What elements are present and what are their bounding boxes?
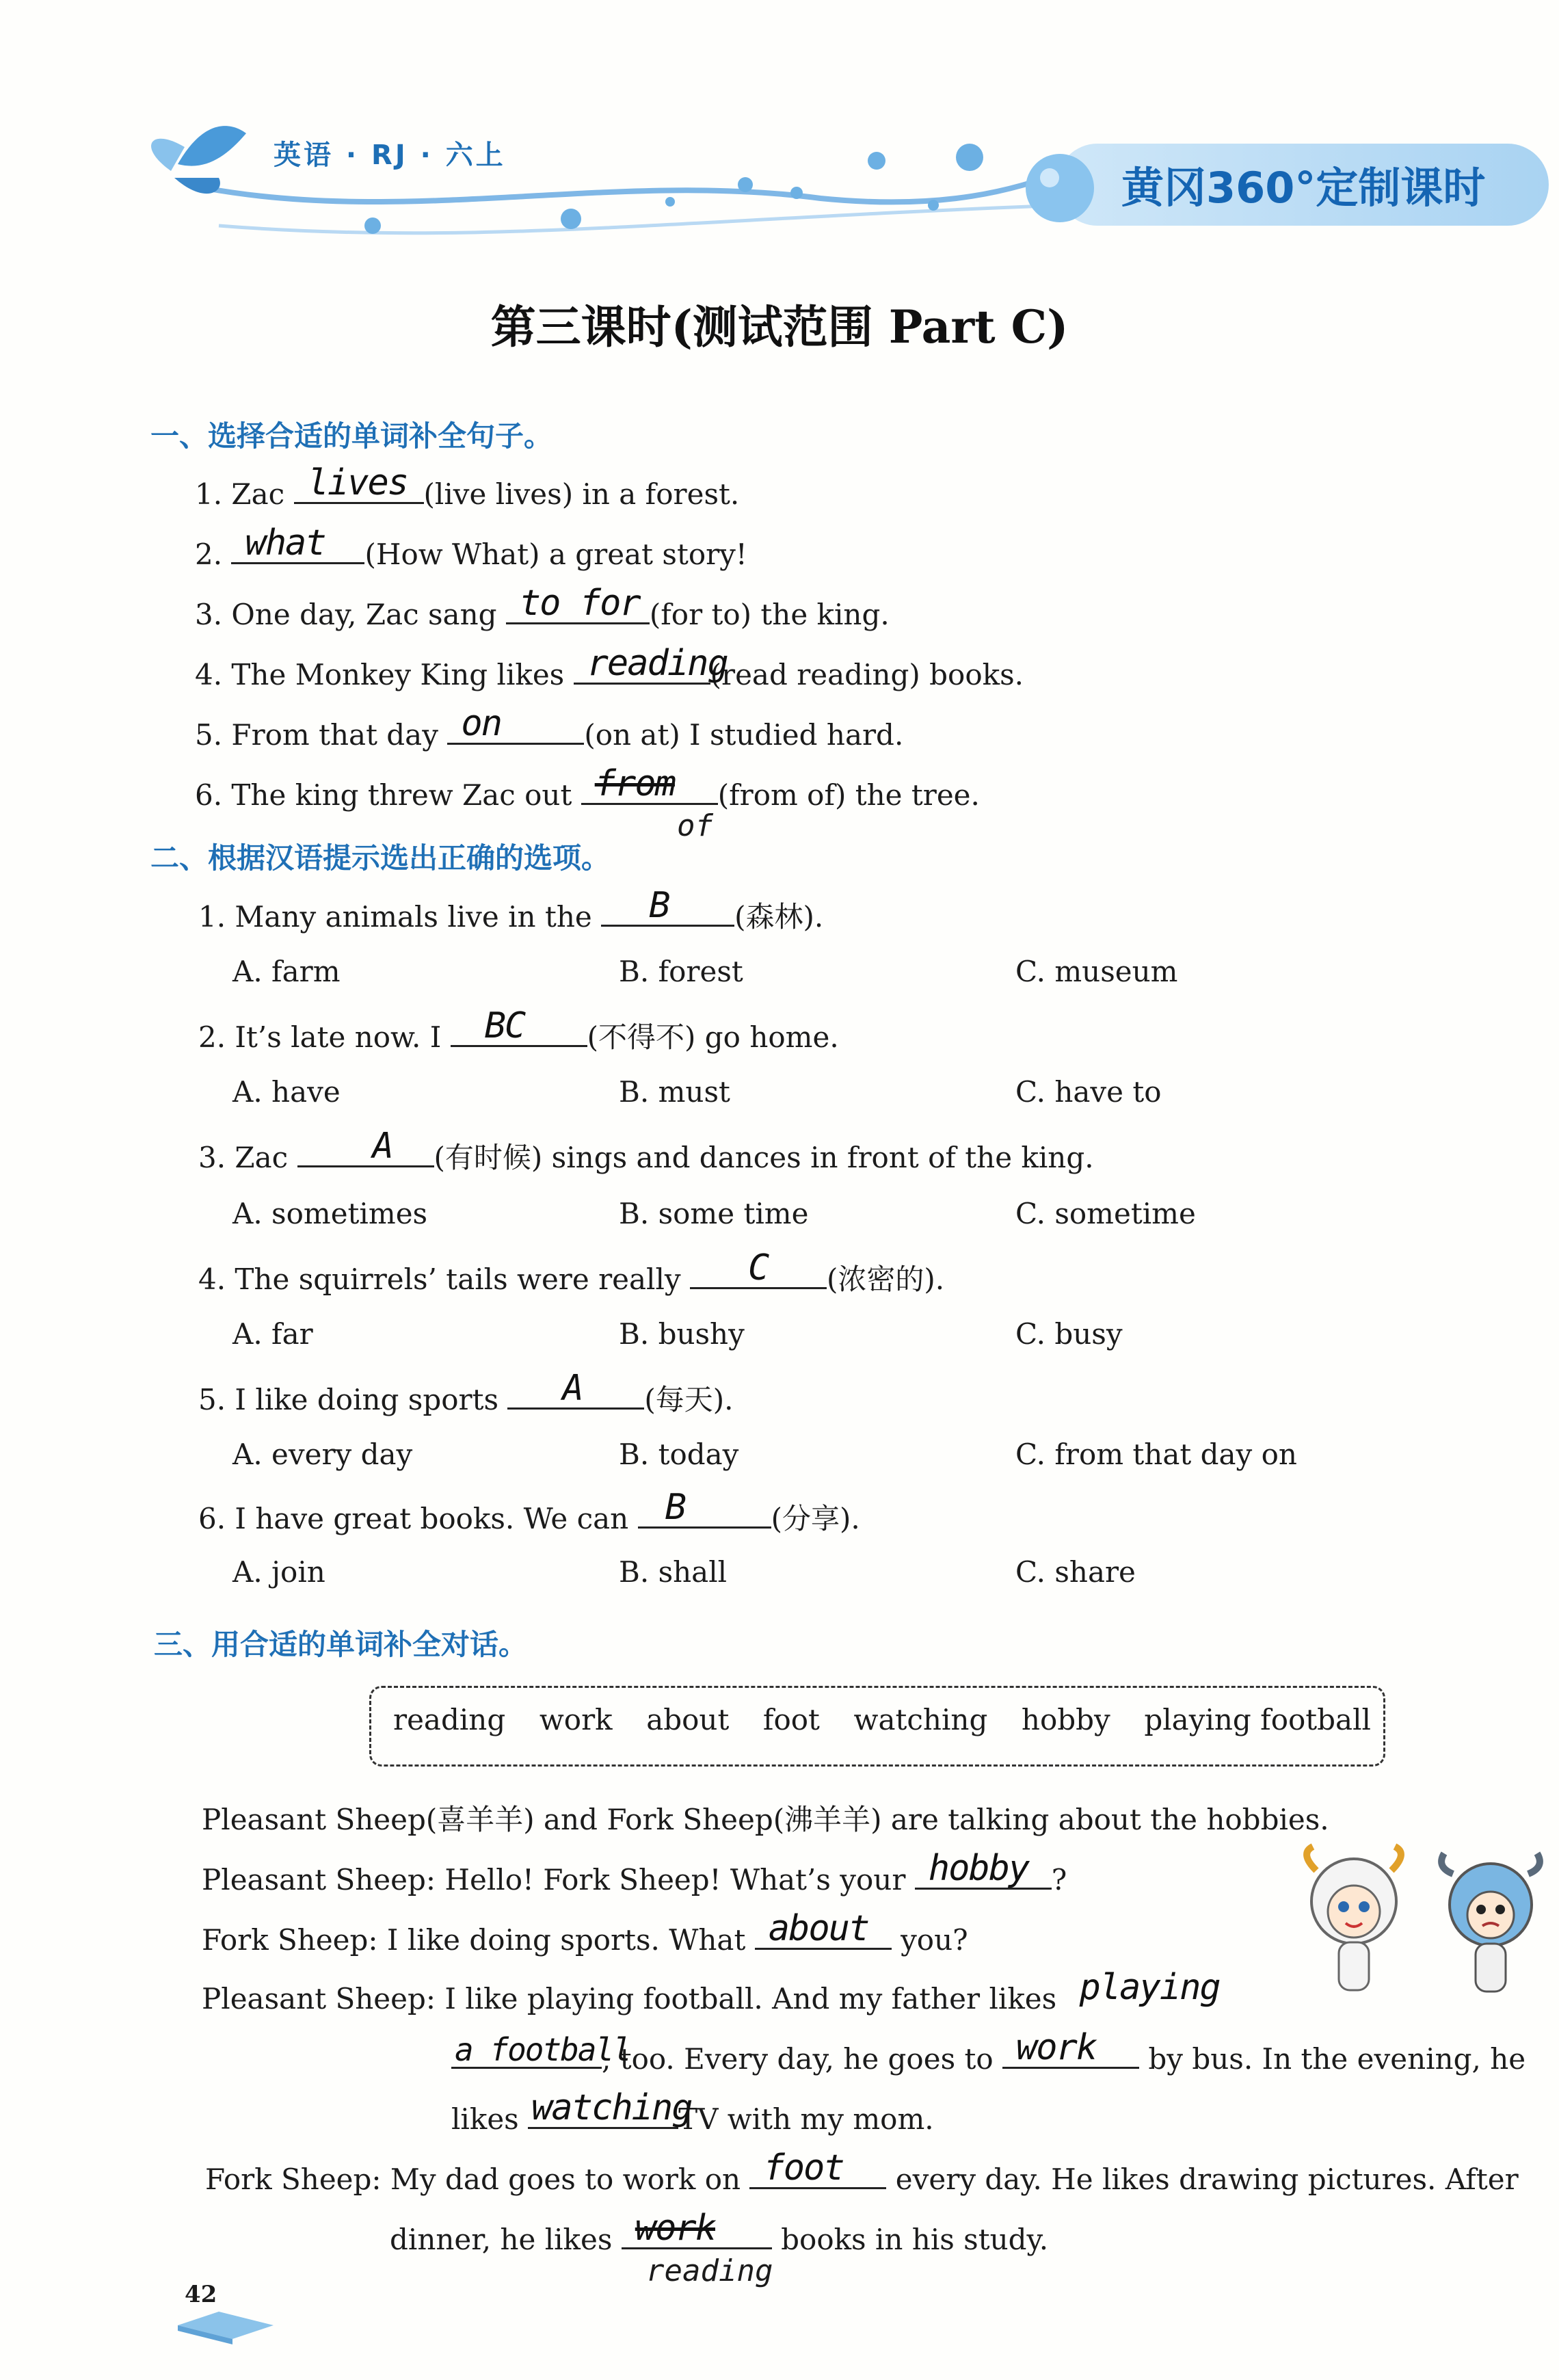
page-number: 42 — [185, 2281, 217, 2308]
s2-q6-option-a[interactable]: A. join — [232, 1555, 325, 1589]
s2-q1-blank[interactable]: B — [601, 895, 734, 927]
s2-q6-option-c[interactable]: C. share — [1015, 1555, 1136, 1589]
s2-q2: 2. It’s late now. I BC (不得不) go home. — [198, 1005, 839, 1054]
dialog-blank-6[interactable]: foot — [749, 2157, 886, 2189]
fork-sheep-icon — [1441, 1853, 1540, 1992]
s2-q3-option-b[interactable]: B. some time — [619, 1197, 809, 1230]
s2-q4-option-b[interactable]: B. bushy — [619, 1317, 745, 1351]
lesson-title: 第三课时(测试范围 Part C) — [490, 300, 1069, 354]
s2-q4: 4. The squirrels’ tails were really C (浓密的). — [198, 1247, 945, 1296]
s1-q3-blank[interactable]: to for — [506, 592, 650, 624]
dialog-line-6: Fork Sheep: My dad goes to work on foot every day. He likes drawing pictures. After — [205, 2147, 1519, 2196]
word-bank-item: work — [539, 1703, 613, 1736]
dialog-blank-3b[interactable]: a football — [451, 2037, 602, 2069]
s2-q2-blank[interactable]: BC — [451, 1015, 587, 1047]
dialog-blank-4[interactable]: work — [1002, 2037, 1139, 2069]
s2-q5-option-a[interactable]: A. every day — [232, 1438, 413, 1471]
butterfly-icon — [151, 126, 246, 194]
section2-heading: 二、根据汉语提示选出正确的选项。 — [150, 841, 611, 875]
s2-q3: 3. Zac A (有时候) sings and dances in front of the king. — [198, 1126, 1094, 1174]
dialog-blank-5[interactable]: watching — [528, 2097, 678, 2129]
word-bank-item: playing football — [1144, 1703, 1371, 1736]
s2-q2-option-c[interactable]: C. have to — [1015, 1075, 1162, 1109]
bubble-icon — [1012, 150, 1108, 226]
s2-q3-blank[interactable]: A — [297, 1135, 434, 1167]
dialog-line-7: dinner, he likes work books in his study. — [390, 2208, 1049, 2256]
s2-q5-option-c[interactable]: C. from that day on — [1015, 1438, 1297, 1471]
pleasant-sheep-icon — [1307, 1847, 1401, 1990]
s1-q5: 5. From that day on (on at) I studied hard. — [195, 703, 904, 752]
word-bank-item: hobby — [1021, 1703, 1110, 1736]
brand-title: 黄冈360°定制课时 — [1121, 163, 1486, 213]
s2-q1-option-a[interactable]: A. farm — [232, 955, 341, 988]
s2-q5-option-b[interactable]: B. today — [619, 1438, 739, 1471]
word-bank-item: reading — [393, 1703, 506, 1736]
s2-q5: 5. I like doing sports A (每天). — [198, 1368, 734, 1416]
s1-q4-blank[interactable]: reading — [574, 652, 710, 685]
s1-q6-blank[interactable]: from — [581, 773, 718, 805]
dialog-intro: Pleasant Sheep(喜羊羊) and Fork Sheep(沸羊羊) are talking about the hobbies. — [202, 1803, 1329, 1836]
s2-q1-option-c[interactable]: C. museum — [1015, 955, 1178, 988]
s2-q5-blank[interactable]: A — [507, 1377, 644, 1410]
section1-heading: 一、选择合适的单词补全句子。 — [150, 419, 553, 453]
s2-q1-option-b[interactable]: B. forest — [619, 955, 743, 988]
word-bank-item: watching — [853, 1703, 988, 1736]
word-bank-item: foot — [762, 1703, 820, 1736]
s2-q4-option-a[interactable]: A. far — [232, 1317, 313, 1351]
s2-q3-option-a[interactable]: A. sometimes — [232, 1197, 428, 1230]
s1-q4: 4. The Monkey King likes reading (read reading) books. — [195, 643, 1024, 691]
s1-q5-blank[interactable]: on — [447, 713, 584, 745]
word-bank-item: about — [646, 1703, 730, 1736]
s2-q2-option-a[interactable]: A. have — [232, 1075, 341, 1109]
dialog-blank-2[interactable]: about — [755, 1918, 892, 1950]
word-bank — [393, 1703, 1371, 1736]
dialog-blank-1[interactable]: hobby — [915, 1857, 1052, 1890]
s2-q2-option-b[interactable]: B. must — [619, 1075, 730, 1109]
dialog-line-3: Pleasant Sheep: I like playing football. And my father likes playing — [202, 1967, 1220, 2015]
dialog-line-1: Pleasant Sheep: Hello! Fork Sheep! What’s your hobby ? — [202, 1848, 1067, 1896]
s1-q2-blank[interactable]: what — [231, 532, 364, 564]
s1-q3: 3. One day, Zac sang to for (for to) the king. — [195, 583, 890, 631]
s2-q1: 1. Many animals live in the B (森林). — [198, 885, 824, 934]
s2-q4-blank[interactable]: C — [690, 1257, 827, 1289]
dialog-blank-3[interactable]: playing — [1079, 1967, 1220, 2008]
dialog-blank-7[interactable]: work — [622, 2217, 772, 2249]
s1-q6-correction: of — [677, 808, 713, 843]
dialog-line-4: a football , too. Every day, he goes to work by bus. In the evening, he — [451, 2037, 1525, 2076]
dialog-line-2: Fork Sheep: I like doing sports. What about you? — [202, 1908, 968, 1957]
section3-heading: 三、用合适的单词补全对话。 — [154, 1628, 528, 1661]
s2-q4-option-c[interactable]: C. busy — [1015, 1317, 1123, 1351]
s2-q6: 6. I have great books. We can B (分享). — [198, 1487, 860, 1535]
s1-q2: 2. what (How What) a great story! — [195, 523, 747, 571]
s2-q6-blank[interactable]: B — [638, 1496, 771, 1529]
s1-q1-blank[interactable]: lives — [294, 472, 424, 504]
dialog-line-5: likes watching TV with my mom. — [451, 2087, 934, 2136]
subject-label: 英语 · RJ · 六上 — [274, 140, 506, 171]
s2-q6-option-b[interactable]: B. shall — [619, 1555, 728, 1589]
s1-q6: 6. The king threw Zac out from (from of) the tree. — [195, 763, 980, 812]
s2-q3-option-c[interactable]: C. sometime — [1015, 1197, 1196, 1230]
dialog-blank-7-correction: reading — [646, 2253, 773, 2288]
sheep-illustration — [1285, 1840, 1559, 2004]
s1-q1: 1. Zac lives (live lives) in a forest. — [195, 462, 740, 511]
